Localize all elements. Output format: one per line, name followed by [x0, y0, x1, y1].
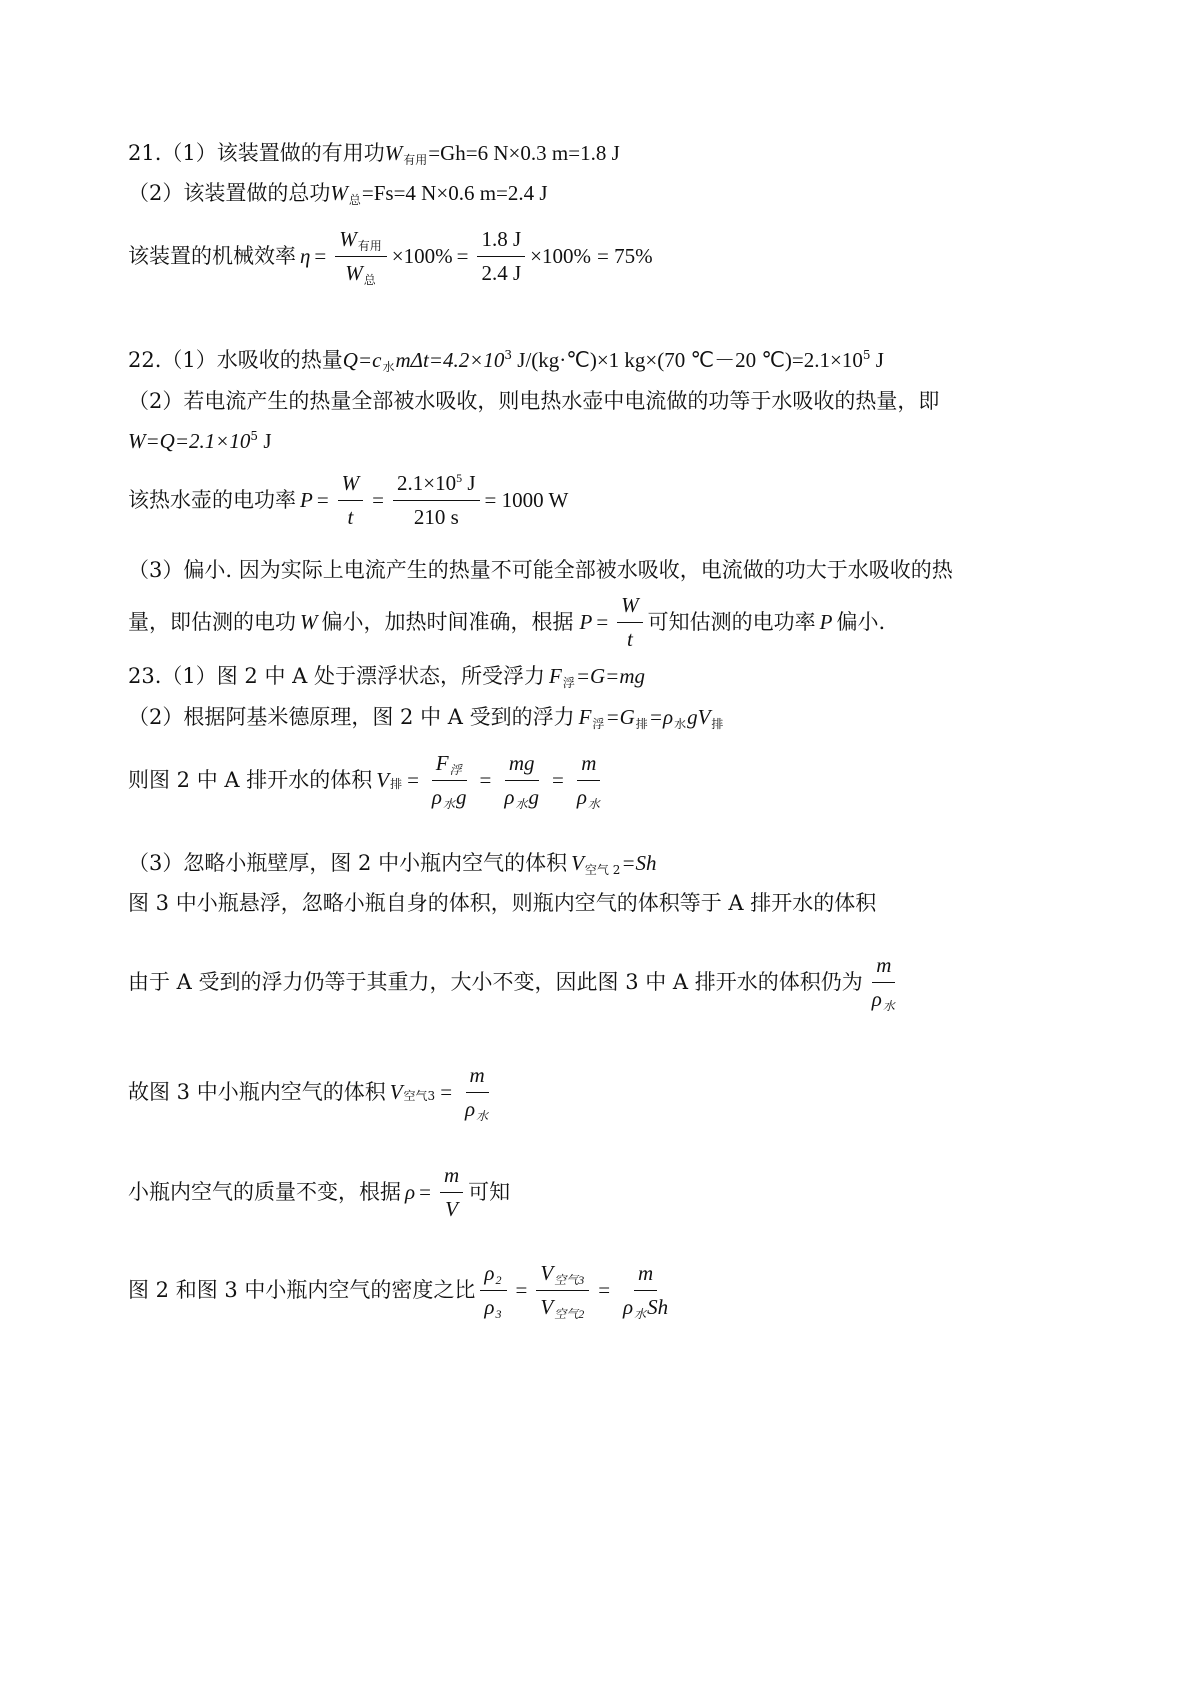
buoyancy-volume-fraction: $\frac{m}{\text{ρ水}}$	[871, 953, 895, 1014]
q22-power: 该热水壶的电功率 P = $\frac{W}{t}$ = $\frac{2.1\times 10^5 J}{210 s}$ = 1000 W	[128, 470, 568, 532]
efficiency-fraction-symbolic: $\frac{\text{W有用}}{\text{W总}}$	[335, 226, 387, 288]
q23-mass-unchanged: 小瓶内空气的质量不变，根据 ρ = $\frac{m}{V}$ 可知	[128, 1162, 510, 1224]
q22-part2-formula: $W=Q=2.1\times 10^5$ J	[128, 429, 272, 453]
q22-part3-line2: 量，即估测的电功 W 偏小，加热时间准确，根据 P = $\frac{W}{t}$ 可知估测的电功率 P 偏小.	[128, 592, 885, 654]
q23-part1: 23.（1）图 2 中 A 处于漂浮状态，所受浮力 F浮=G=mg	[128, 664, 646, 690]
final-ratio-fraction: $\frac{m}{\text{ρ水Sh}}$	[623, 1261, 669, 1322]
efficiency-fraction-numeric: $\frac{1.8 J}{2.4 J}$	[477, 226, 525, 288]
power-fraction-inline: $\frac{W}{t}$	[617, 592, 643, 654]
q23-buoyancy-unchanged: 由于 A 受到的浮力仍等于其重力，大小不变，因此图 3 中 A 排开水的体积仍为 $\frac{m}{\text{ρ水}}$	[128, 952, 905, 1014]
volume-ratio-fraction: $\frac{\text{V空气3}}{\text{V空气2}}$	[536, 1260, 589, 1322]
q23-part2: （2）根据阿基米德原理，图 2 中 A 受到的浮力 F浮=G排=ρ水gV排	[128, 705, 724, 731]
q21-part2: （2）该装置做的总功W总=Fs=4 N×0.6 m=2.4 J	[128, 181, 548, 207]
q23-air-volume-fig3: 故图 3 中小瓶内空气的体积 V 空气3 = $\frac{m}{\text{ρ水}}$	[128, 1062, 498, 1124]
q23-part3: （3）忽略小瓶壁厚，图 2 中小瓶内空气的体积 V空气 2=Sh	[128, 851, 657, 877]
q22-part1: 22.（1）水吸收的热量Q=c水$m\Delta t=4.2\times 10^3$ J/(kg·℃)×1 kg×(70 ℃－20 $℃)=2.1\times 10^5$ J	[128, 348, 884, 374]
q21-part1: 21.（1）该装置做的有用功W有用=Gh=6 N×0.3 m=1.8 J	[128, 141, 620, 167]
air-volume-fraction: $\frac{m}{\text{ρ水}}$	[465, 1063, 489, 1124]
power-fraction-symbolic: $\frac{W}{t}$	[338, 470, 364, 532]
volume-fraction-3: $\frac{m}{\text{ρ水}}$	[576, 751, 600, 812]
density-fraction: $\frac{m}{V}$	[440, 1162, 463, 1224]
density-ratio-fraction: $\frac{\rho 2}{\rho 3}$	[480, 1260, 506, 1322]
q23-density-ratio: 图 2 和图 3 中小瓶内空气的密度之比 $\frac{\rho 2}{\rho 3}$ = $\frac{\text{V空气3}}{\text{V空气2}}$ = $\frac{m}{\text{ρ水Sh}}$	[128, 1260, 677, 1322]
power-fraction-numeric: $\frac{2.1\times 10^5 J}{210 s}$	[393, 470, 480, 532]
volume-fraction-2: $\frac{mg}{\text{ρ水g}}$	[504, 751, 539, 812]
q22-part2: （2）若电流产生的热量全部被水吸收，则电热水壶中电流做的功等于水吸收的热量，即	[128, 389, 940, 413]
q23-fig3-suspension: 图 3 中小瓶悬浮，忽略小瓶自身的体积，则瓶内空气的体积等于 A 排开水的体积	[128, 891, 877, 915]
volume-fraction-1: $\frac{\text{F浮}}{\text{ρ水g}}$	[431, 751, 467, 812]
q21-efficiency: 该装置的机械效率 η = $\frac{\text{W有用}}{\text{W总}}$ ×100% = $\frac{1.8 J}{2.4 J}$ ×100% = 75%	[128, 227, 653, 288]
q23-displaced-volume: 则图 2 中 A 排开水的体积 V 排 = $\frac{\text{F浮}}{\text{ρ水g}}$ = $\frac{mg}{\text{ρ水g}}$ = $\frac{m}{\text{ρ水}}$	[128, 750, 610, 812]
q22-part3-line1: （3）偏小. 因为实际上电流产生的热量不可能全部被水吸收，电流做的功大于水吸收的热	[128, 558, 953, 582]
